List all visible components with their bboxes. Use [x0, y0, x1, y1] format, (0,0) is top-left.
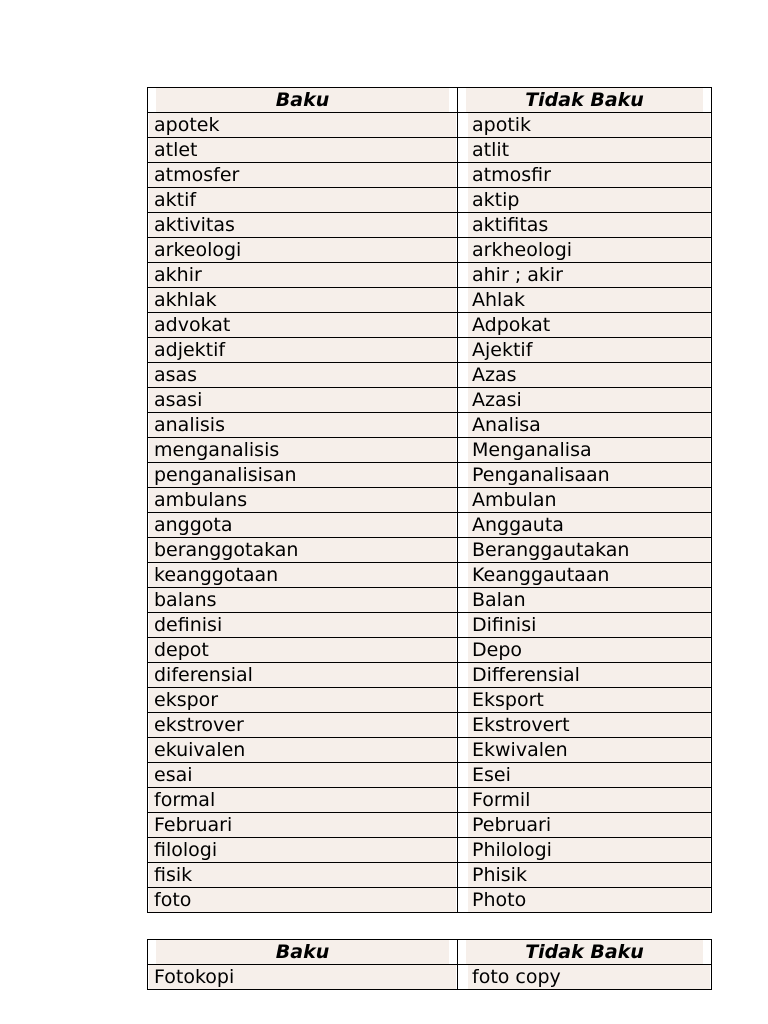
cell-text: atmosfir [468, 163, 710, 187]
cell-text: Esei [468, 763, 710, 787]
cell-tidak-baku [458, 238, 712, 263]
cell-text: Ekwivalen [468, 738, 710, 762]
cell-text: aktip [468, 188, 710, 212]
cell-tidak-baku [458, 663, 712, 688]
header-row [148, 940, 712, 965]
cell-text: ambulans [149, 488, 456, 512]
table-row [148, 138, 712, 163]
table-row [148, 288, 712, 313]
cell-tidak-baku [458, 388, 712, 413]
cell-text: Ajektif [468, 338, 710, 362]
header-row [148, 88, 712, 113]
cell-text: Ambulan [468, 488, 710, 512]
cell-tidak-baku [458, 538, 712, 563]
cell-text: Balan [468, 588, 710, 612]
table-row [148, 338, 712, 363]
cell-text: filologi [149, 838, 456, 862]
cell-text: Eksport [468, 688, 710, 712]
header-label: Baku [156, 88, 449, 112]
cell-text: ekuivalen [149, 738, 456, 762]
cell-text: apotek [149, 113, 456, 137]
cell-text: Beranggautakan [468, 538, 710, 562]
cell-text: anggota [149, 513, 456, 537]
cell-text: atlet [149, 138, 456, 162]
cell-tidak-baku [458, 838, 712, 863]
cell-text: adjektif [149, 338, 456, 362]
table-row [148, 563, 712, 588]
cell-tidak-baku [458, 563, 712, 588]
cell-baku [148, 238, 458, 263]
cell-tidak-baku [458, 113, 712, 138]
cell-text: atlit [468, 138, 710, 162]
cell-tidak-baku [458, 363, 712, 388]
table-row [148, 663, 712, 688]
cell-baku [148, 263, 458, 288]
cell-tidak-baku [458, 513, 712, 538]
cell-tidak-baku [458, 188, 712, 213]
header-label: Tidak Baku [466, 940, 703, 964]
cell-text: definisi [149, 613, 456, 637]
cell-baku [148, 213, 458, 238]
cell-text: asas [149, 363, 456, 387]
cell-text: arkheologi [468, 238, 710, 262]
cell-text: Phisik [468, 863, 710, 887]
cell-text: depot [149, 638, 456, 662]
cell-text: menganalisis [149, 438, 456, 462]
cell-baku [148, 863, 458, 888]
cell-text: Anggauta [468, 513, 710, 537]
cell-tidak-baku [458, 263, 712, 288]
cell-tidak-baku [458, 213, 712, 238]
cell-tidak-baku [458, 738, 712, 763]
cell-text: Differensial [468, 663, 710, 687]
table-row [148, 763, 712, 788]
table-row [148, 238, 712, 263]
cell-baku [148, 688, 458, 713]
cell-text: apotik [468, 113, 710, 137]
cell-baku [148, 438, 458, 463]
header-tidak-baku [458, 88, 712, 113]
cell-tidak-baku [458, 888, 712, 913]
cell-baku [148, 563, 458, 588]
cell-baku [148, 413, 458, 438]
cell-baku [148, 188, 458, 213]
cell-text: formal [149, 788, 456, 812]
cell-text: foto [149, 888, 456, 912]
cell-tidak-baku [458, 438, 712, 463]
cell-baku [148, 838, 458, 863]
cell-text: balans [149, 588, 456, 612]
cell-baku [148, 338, 458, 363]
cell-text: akhir [149, 263, 456, 287]
header-label: Baku [156, 940, 449, 964]
table-row [148, 463, 712, 488]
cell-text: atmosfer [149, 163, 456, 187]
cell-tidak-baku [458, 488, 712, 513]
cell-text: Philologi [468, 838, 710, 862]
table-row [148, 363, 712, 388]
table-row [148, 638, 712, 663]
cell-baku [148, 788, 458, 813]
cell-baku [148, 463, 458, 488]
cell-tidak-baku [458, 713, 712, 738]
header-baku [148, 88, 458, 113]
table-row [148, 788, 712, 813]
cell-tidak-baku [458, 313, 712, 338]
cell-text: aktif [149, 188, 456, 212]
cell-baku [148, 513, 458, 538]
table-row [148, 488, 712, 513]
cell-baku [148, 613, 458, 638]
table-row [148, 965, 712, 990]
cell-baku [148, 138, 458, 163]
table-row [148, 163, 712, 188]
cell-tidak-baku [458, 788, 712, 813]
cell-tidak-baku [458, 163, 712, 188]
cell-tidak-baku [458, 288, 712, 313]
table-row [148, 613, 712, 638]
header-label: Tidak Baku [466, 88, 703, 112]
cell-text: Photo [468, 888, 710, 912]
cell-tidak-baku [458, 463, 712, 488]
cell-baku [148, 738, 458, 763]
cell-baku [148, 888, 458, 913]
cell-text: Analisa [468, 413, 710, 437]
table-row [148, 513, 712, 538]
header-baku [148, 940, 458, 965]
cell-baku [148, 813, 458, 838]
cell-text: fisik [149, 863, 456, 887]
table-row [148, 113, 712, 138]
cell-text: Penganalisaan [468, 463, 710, 487]
cell-text: Formil [468, 788, 710, 812]
cell-text: Februari [149, 813, 456, 837]
cell-text: foto copy [468, 965, 710, 989]
table-row [148, 838, 712, 863]
table-row [148, 588, 712, 613]
cell-baku [148, 538, 458, 563]
cell-text: esai [149, 763, 456, 787]
cell-text: Difinisi [468, 613, 710, 637]
cell-text: diferensial [149, 663, 456, 687]
table-row [148, 213, 712, 238]
table-row [148, 888, 712, 913]
cell-text: Fotokopi [149, 965, 456, 989]
cell-baku [148, 363, 458, 388]
table-row [148, 388, 712, 413]
cell-text: beranggotakan [149, 538, 456, 562]
cell-text: keanggotaan [149, 563, 456, 587]
cell-text: akhlak [149, 288, 456, 312]
cell-tidak-baku [458, 613, 712, 638]
cell-text: Menganalisa [468, 438, 710, 462]
cell-text: Depo [468, 638, 710, 662]
word-table-2 [147, 939, 712, 990]
cell-tidak-baku [458, 413, 712, 438]
cell-text: ekstrover [149, 713, 456, 737]
table-row [148, 438, 712, 463]
cell-tidak-baku [458, 688, 712, 713]
cell-baku [148, 713, 458, 738]
header-tidak-baku [458, 940, 712, 965]
cell-text: Ahlak [468, 288, 710, 312]
cell-tidak-baku [458, 138, 712, 163]
cell-baku [148, 763, 458, 788]
table-row [148, 263, 712, 288]
cell-baku [148, 113, 458, 138]
cell-text: Azas [468, 363, 710, 387]
table-row [148, 413, 712, 438]
cell-tidak-baku [458, 965, 712, 990]
cell-baku [148, 313, 458, 338]
cell-tidak-baku [458, 638, 712, 663]
table-row [148, 863, 712, 888]
cell-baku [148, 163, 458, 188]
cell-text: Ekstrovert [468, 713, 710, 737]
cell-text: advokat [149, 313, 456, 337]
cell-baku [148, 588, 458, 613]
table-row [148, 688, 712, 713]
cell-tidak-baku [458, 763, 712, 788]
table-row [148, 738, 712, 763]
cell-text: Keanggautaan [468, 563, 710, 587]
cell-text: penganalisisan [149, 463, 456, 487]
table-row [148, 538, 712, 563]
cell-text: aktivitas [149, 213, 456, 237]
cell-baku [148, 288, 458, 313]
cell-text: Azasi [468, 388, 710, 412]
cell-baku [148, 663, 458, 688]
cell-text: analisis [149, 413, 456, 437]
cell-text: Adpokat [468, 313, 710, 337]
cell-baku [148, 638, 458, 663]
cell-tidak-baku [458, 863, 712, 888]
cell-text: asasi [149, 388, 456, 412]
cell-tidak-baku [458, 588, 712, 613]
table-row [148, 313, 712, 338]
cell-baku [148, 965, 458, 990]
table-row [148, 813, 712, 838]
table-row [148, 713, 712, 738]
cell-baku [148, 388, 458, 413]
cell-text: ahir ; akir [468, 263, 710, 287]
cell-text: arkeologi [149, 238, 456, 262]
cell-baku [148, 488, 458, 513]
cell-text: aktifitas [468, 213, 710, 237]
cell-tidak-baku [458, 338, 712, 363]
table-row [148, 188, 712, 213]
cell-tidak-baku [458, 813, 712, 838]
cell-text: ekspor [149, 688, 456, 712]
cell-text: Pebruari [468, 813, 710, 837]
word-table-1 [147, 87, 712, 913]
